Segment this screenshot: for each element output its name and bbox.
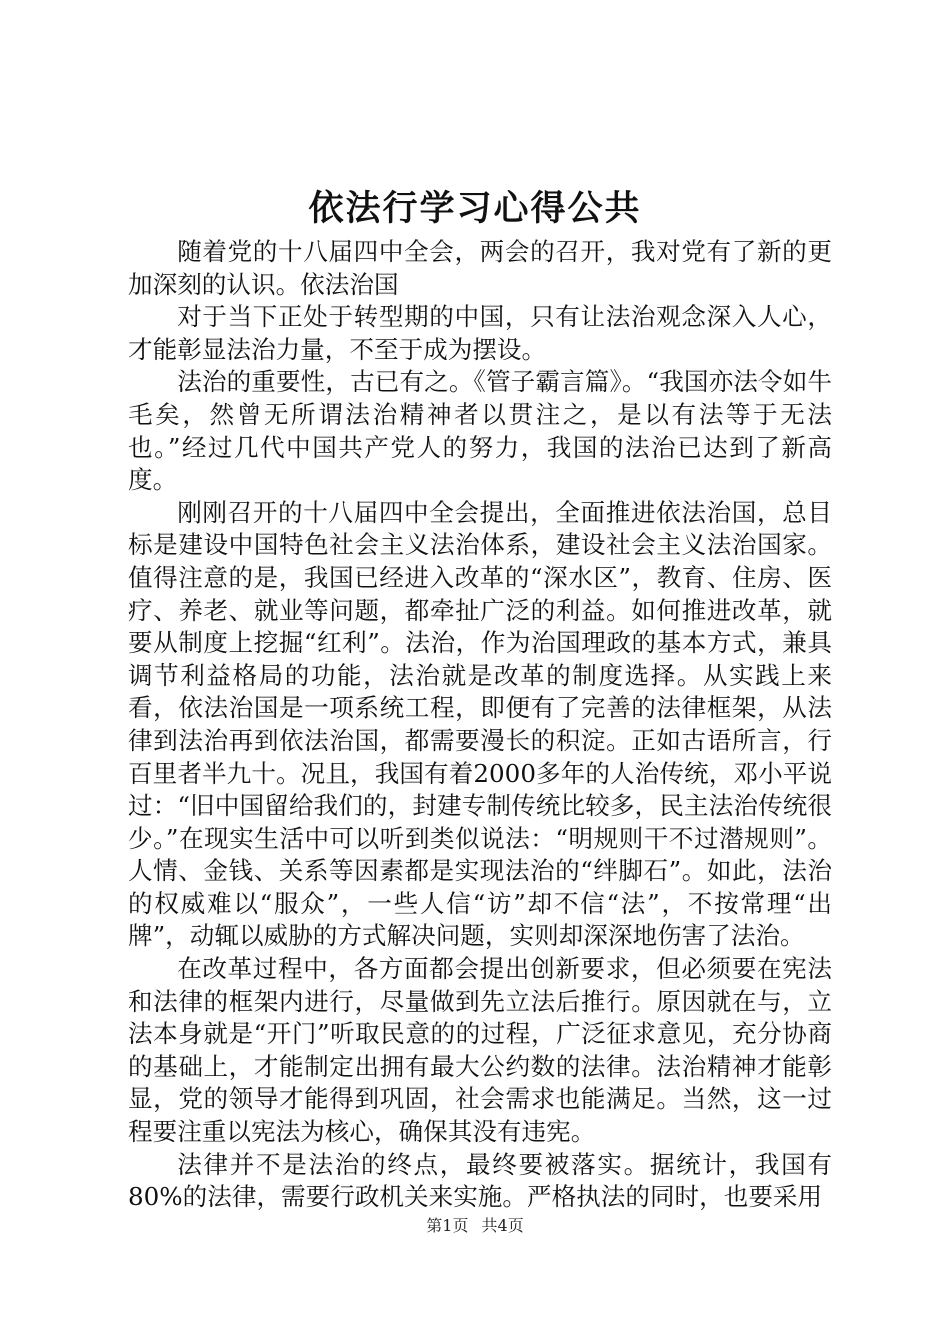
paragraph: 在改革过程中，各方面都会提出创新要求，但必须要在宪法和法律的框架内进行，尽量做到先立法后推行。原因就在与，立法本身就是“开门”听取民意的的过程，广泛征求意见，充分协商的基础上，才能制定出拥有最大公约数的法律。法治精神才能彰显，党的领导才能得到巩固，社会需求也能满足。当然，这一过程要注重以宪法为核心，确保其没有违宪。 <box>128 954 832 1147</box>
paragraph: 随着党的十八届四中全会，两会的召开，我对党有了新的更加深刻的认识。依法治国 <box>128 237 832 299</box>
paragraph: 法治的重要性，古已有之。《管子霸言篇》。“我国亦法令如牛毛矣，然曾无所谓法治精神者以贯注之，是以有法等于无法也。”经过几代中国共产党人的努力，我国的法治已达到了新高度。 <box>128 367 832 495</box>
paragraph: 对于当下正处于转型期的中国，只有让法治观念深入人心，才能彰显法治力量，不至于成为摆设。 <box>128 302 832 364</box>
page-number: 第1页 <box>426 1216 469 1235</box>
total-pages: 共4页 <box>481 1216 524 1235</box>
document-title: 依法行学习心得公共 <box>308 188 642 229</box>
page-footer <box>0 1215 950 1237</box>
paragraph: 刚刚召开的十八届四中全会提出，全面推进依法治国，总目标是建设中国特色社会主义法治体系，建设社会主义法治国家。值得注意的是，我国已经进入改革的“深水区”，教育、住房、医疗、养老、就业等问题，都牵扯广泛的利益。如何推进改革，就要从制度上挖掘“红利”。法治，作为治国理政的基本方式，兼具调节利益格局的功能，法治就是改革的制度选择。从实践上来看，依法治国是一项系统工程，即便有了完善的法律框架，从法律到法治再到依法治国，都需要漫长的积淀。正如古语所言，行百里者半九十。况且，我国有着2000多年的人治传统，邓小平说过：“旧中国留给我们的，封建专制传统比较多，民主法治传统很少。”在现实生活中可以听到类似说法：“明规则干不过潜规则”。人情、金钱、关系等因素都是实现法治的“绊脚石”。如此，法治的权威难以“服众”，一些人信“访”却不信“法”，不按常理“出牌”，动辄以威胁的方式解决问题，实则却深深地伤害了法治。 <box>128 497 832 951</box>
document-body <box>128 236 832 1214</box>
paragraph: 法律并不是法治的终点，最终要被落实。据统计，我国有80%的法律，需要行政机关来实施。严格执法的同时，也要采用 <box>128 1149 832 1212</box>
